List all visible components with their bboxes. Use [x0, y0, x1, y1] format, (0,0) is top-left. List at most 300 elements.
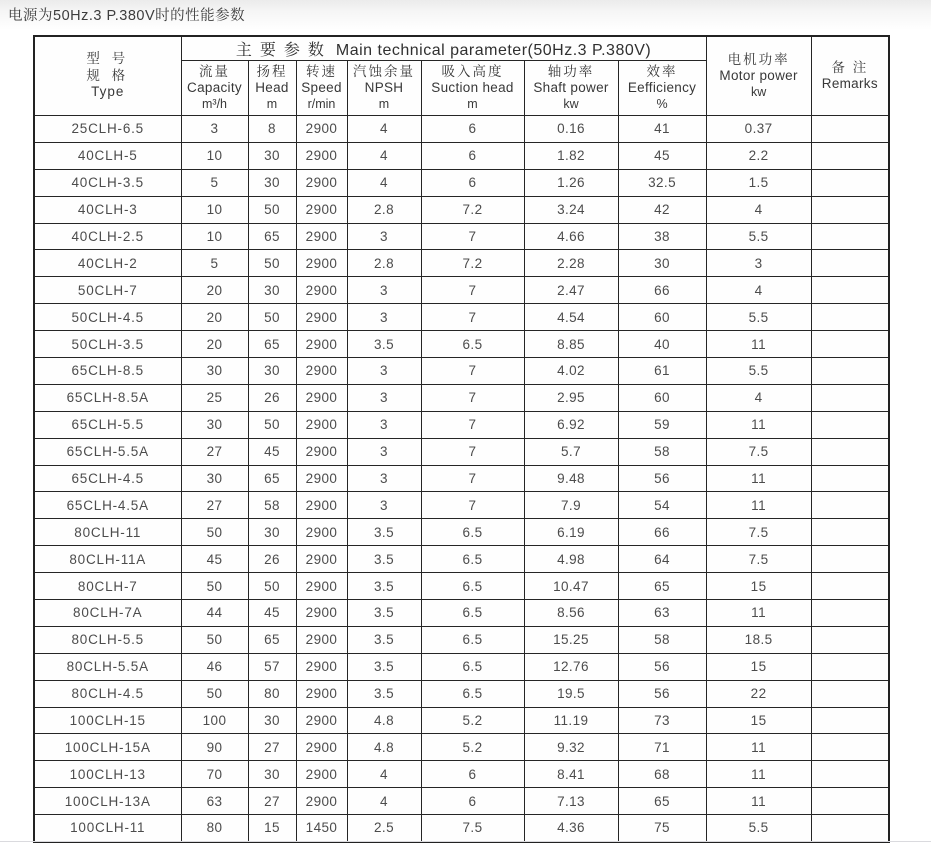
value-cell: 7 — [421, 384, 524, 411]
value-cell: 63 — [618, 600, 706, 627]
value-cell: 3 — [181, 116, 248, 143]
value-cell: 2900 — [296, 169, 347, 196]
type-column-header — [34, 36, 181, 116]
table-row — [34, 761, 889, 788]
shaft-header-en: Shaft power — [533, 80, 609, 96]
remarks-cell — [811, 277, 889, 304]
value-cell: 2.47 — [524, 277, 618, 304]
value-cell: 3 — [347, 358, 421, 385]
value-cell: 6.5 — [421, 680, 524, 707]
table-row — [34, 250, 889, 277]
table-row — [34, 600, 889, 627]
value-cell: 75 — [618, 815, 706, 842]
value-cell: 5.5 — [706, 223, 811, 250]
value-cell: 4.66 — [524, 223, 618, 250]
value-cell: 9.48 — [524, 465, 618, 492]
table-row — [34, 519, 889, 546]
value-cell: 30 — [248, 277, 296, 304]
value-cell: 1.82 — [524, 142, 618, 169]
value-cell: 7 — [421, 465, 524, 492]
table-row — [34, 680, 889, 707]
motor-header-unit: kw — [750, 84, 767, 99]
pump-parameters-table — [33, 35, 890, 843]
efficiency-header-unit: % — [656, 96, 668, 111]
value-cell: 19.5 — [524, 680, 618, 707]
head-header-en: Head — [255, 80, 289, 96]
value-cell: 11 — [706, 492, 811, 519]
value-cell: 2.8 — [347, 250, 421, 277]
value-cell: 60 — [618, 304, 706, 331]
value-cell: 10 — [181, 223, 248, 250]
model-cell: 65CLH-8.5A — [34, 384, 181, 411]
model-cell: 80CLH-4.5 — [34, 680, 181, 707]
value-cell: 1450 — [296, 815, 347, 842]
value-cell: 61 — [618, 358, 706, 385]
value-cell: 2900 — [296, 573, 347, 600]
value-cell: 56 — [618, 680, 706, 707]
table-body — [34, 116, 889, 842]
capacity-header-en: Capacity — [187, 80, 242, 96]
value-cell: 80 — [248, 680, 296, 707]
remarks-cell — [811, 815, 889, 842]
value-cell: 8.56 — [524, 600, 618, 627]
remarks-cell — [811, 384, 889, 411]
value-cell: 1.26 — [524, 169, 618, 196]
npsh-header-unit: m — [378, 96, 390, 111]
remarks-cell — [811, 600, 889, 627]
value-cell: 6.5 — [421, 519, 524, 546]
value-cell: 7.5 — [706, 519, 811, 546]
value-cell: 3.5 — [347, 331, 421, 358]
table-row — [34, 653, 889, 680]
value-cell: 65 — [248, 223, 296, 250]
model-cell: 100CLH-13 — [34, 761, 181, 788]
model-cell: 100CLH-13A — [34, 788, 181, 815]
value-cell: 30 — [248, 142, 296, 169]
value-cell: 7.2 — [421, 250, 524, 277]
value-cell: 2900 — [296, 653, 347, 680]
value-cell: 4.98 — [524, 546, 618, 573]
value-cell: 45 — [248, 600, 296, 627]
model-cell: 65CLH-4.5A — [34, 492, 181, 519]
efficiency-column-header — [618, 61, 706, 116]
model-cell: 80CLH-7A — [34, 600, 181, 627]
remarks-header-zh: 备 注 — [831, 59, 869, 75]
value-cell: 73 — [618, 707, 706, 734]
value-cell: 30 — [618, 250, 706, 277]
value-cell: 2900 — [296, 465, 347, 492]
remarks-cell — [811, 169, 889, 196]
value-cell: 2900 — [296, 438, 347, 465]
value-cell: 50 — [181, 626, 248, 653]
value-cell: 41 — [618, 116, 706, 143]
remarks-header-en: Remarks — [821, 76, 878, 91]
value-cell: 56 — [618, 465, 706, 492]
value-cell: 60 — [618, 384, 706, 411]
value-cell: 2900 — [296, 250, 347, 277]
value-cell: 3.5 — [347, 653, 421, 680]
value-cell: 30 — [248, 707, 296, 734]
value-cell: 71 — [618, 734, 706, 761]
value-cell: 65 — [618, 573, 706, 600]
value-cell: 27 — [181, 438, 248, 465]
type-header-zh-line2: 规 格 — [86, 67, 130, 83]
main-parameters-header — [181, 36, 706, 61]
suction-header-en: Suction head — [431, 80, 514, 96]
value-cell: 2900 — [296, 196, 347, 223]
table-row — [34, 626, 889, 653]
value-cell: 4 — [347, 169, 421, 196]
value-cell: 26 — [248, 546, 296, 573]
remarks-cell — [811, 707, 889, 734]
table-row — [34, 223, 889, 250]
model-cell: 40CLH-5 — [34, 142, 181, 169]
value-cell: 50 — [181, 519, 248, 546]
model-cell: 50CLH-4.5 — [34, 304, 181, 331]
remarks-cell — [811, 573, 889, 600]
remarks-cell — [811, 196, 889, 223]
model-cell: 100CLH-15A — [34, 734, 181, 761]
remarks-cell — [811, 142, 889, 169]
value-cell: 5 — [181, 169, 248, 196]
model-cell: 65CLH-5.5A — [34, 438, 181, 465]
value-cell: 15 — [248, 815, 296, 842]
value-cell: 25 — [181, 384, 248, 411]
value-cell: 50 — [248, 196, 296, 223]
speed-header-unit: r/min — [307, 96, 336, 111]
value-cell: 27 — [248, 788, 296, 815]
value-cell: 50 — [248, 573, 296, 600]
main-header-en: Main technical parameter(50Hz.3 P.380V) — [335, 42, 652, 59]
model-cell: 40CLH-2 — [34, 250, 181, 277]
value-cell: 70 — [181, 761, 248, 788]
speed-header-en: Speed — [301, 80, 342, 96]
value-cell: 11 — [706, 465, 811, 492]
value-cell: 2900 — [296, 411, 347, 438]
value-cell: 15 — [706, 707, 811, 734]
table-row — [34, 465, 889, 492]
value-cell: 8.41 — [524, 761, 618, 788]
speed-header-zh: 转速 — [306, 63, 337, 79]
value-cell: 57 — [248, 653, 296, 680]
value-cell: 32.5 — [618, 169, 706, 196]
value-cell: 12.76 — [524, 653, 618, 680]
value-cell: 5.5 — [706, 358, 811, 385]
value-cell: 26 — [248, 384, 296, 411]
value-cell: 65 — [248, 331, 296, 358]
remarks-cell — [811, 116, 889, 143]
value-cell: 2900 — [296, 707, 347, 734]
value-cell: 27 — [248, 734, 296, 761]
table-row — [34, 304, 889, 331]
value-cell: 46 — [181, 653, 248, 680]
value-cell: 5.2 — [421, 734, 524, 761]
value-cell: 11 — [706, 788, 811, 815]
value-cell: 3.5 — [347, 600, 421, 627]
value-cell: 7.9 — [524, 492, 618, 519]
remarks-cell — [811, 331, 889, 358]
head-header-zh: 扬程 — [256, 63, 288, 79]
value-cell: 3 — [347, 223, 421, 250]
value-cell: 11.19 — [524, 707, 618, 734]
value-cell: 11 — [706, 600, 811, 627]
remarks-cell — [811, 358, 889, 385]
value-cell: 2900 — [296, 788, 347, 815]
remarks-cell — [811, 680, 889, 707]
value-cell: 30 — [248, 169, 296, 196]
value-cell: 7 — [421, 223, 524, 250]
value-cell: 3 — [347, 492, 421, 519]
value-cell: 90 — [181, 734, 248, 761]
type-header-zh-line1: 型 号 — [86, 51, 130, 67]
model-cell: 80CLH-5.5A — [34, 653, 181, 680]
model-cell: 65CLH-5.5 — [34, 411, 181, 438]
value-cell: 7.5 — [421, 815, 524, 842]
value-cell: 7.2 — [421, 196, 524, 223]
table-row — [34, 573, 889, 600]
value-cell: 20 — [181, 331, 248, 358]
remarks-cell — [811, 653, 889, 680]
remarks-cell — [811, 626, 889, 653]
value-cell: 6.92 — [524, 411, 618, 438]
value-cell: 50 — [248, 411, 296, 438]
value-cell: 9.32 — [524, 734, 618, 761]
value-cell: 0.16 — [524, 116, 618, 143]
value-cell: 6 — [421, 761, 524, 788]
value-cell: 4 — [706, 196, 811, 223]
value-cell: 20 — [181, 277, 248, 304]
model-cell: 65CLH-8.5 — [34, 358, 181, 385]
model-cell: 100CLH-15 — [34, 707, 181, 734]
value-cell: 2900 — [296, 331, 347, 358]
value-cell: 10 — [181, 142, 248, 169]
value-cell: 45 — [248, 438, 296, 465]
value-cell: 2.28 — [524, 250, 618, 277]
value-cell: 2900 — [296, 519, 347, 546]
model-cell: 50CLH-3.5 — [34, 331, 181, 358]
value-cell: 4.8 — [347, 707, 421, 734]
value-cell: 11 — [706, 331, 811, 358]
value-cell: 58 — [618, 438, 706, 465]
value-cell: 20 — [181, 304, 248, 331]
value-cell: 7 — [421, 411, 524, 438]
table-row — [34, 411, 889, 438]
value-cell: 10.47 — [524, 573, 618, 600]
value-cell: 3.24 — [524, 196, 618, 223]
table-row — [34, 142, 889, 169]
value-cell: 3 — [347, 384, 421, 411]
table-row — [34, 169, 889, 196]
value-cell: 42 — [618, 196, 706, 223]
value-cell: 66 — [618, 519, 706, 546]
motor-header-en: Motor power — [719, 68, 798, 84]
table-row — [34, 196, 889, 223]
value-cell: 5.5 — [706, 304, 811, 331]
value-cell: 11 — [706, 734, 811, 761]
value-cell: 2900 — [296, 277, 347, 304]
value-cell: 3.5 — [347, 519, 421, 546]
value-cell: 15 — [706, 573, 811, 600]
table-row — [34, 277, 889, 304]
value-cell: 50 — [248, 304, 296, 331]
remarks-cell — [811, 734, 889, 761]
value-cell: 54 — [618, 492, 706, 519]
value-cell: 3 — [706, 250, 811, 277]
value-cell: 0.37 — [706, 116, 811, 143]
value-cell: 65 — [248, 626, 296, 653]
value-cell: 65 — [248, 465, 296, 492]
value-cell: 50 — [181, 680, 248, 707]
value-cell: 4 — [347, 142, 421, 169]
value-cell: 2900 — [296, 761, 347, 788]
value-cell: 8.85 — [524, 331, 618, 358]
shaft-header-unit: kw — [563, 96, 579, 111]
value-cell: 27 — [181, 492, 248, 519]
model-cell: 40CLH-3 — [34, 196, 181, 223]
value-cell: 30 — [181, 465, 248, 492]
motor-power-column-header — [706, 36, 811, 116]
table-row — [34, 358, 889, 385]
speed-column-header — [296, 61, 347, 116]
value-cell: 5.5 — [706, 815, 811, 842]
bottom-divider — [0, 841, 931, 842]
value-cell: 5.2 — [421, 707, 524, 734]
value-cell: 40 — [618, 331, 706, 358]
value-cell: 30 — [248, 358, 296, 385]
remarks-cell — [811, 788, 889, 815]
remarks-cell — [811, 465, 889, 492]
value-cell: 10 — [181, 196, 248, 223]
value-cell: 7.5 — [706, 438, 811, 465]
value-cell: 58 — [618, 626, 706, 653]
value-cell: 2900 — [296, 304, 347, 331]
value-cell: 4 — [347, 788, 421, 815]
value-cell: 2900 — [296, 142, 347, 169]
value-cell: 7 — [421, 492, 524, 519]
value-cell: 64 — [618, 546, 706, 573]
remarks-cell — [811, 438, 889, 465]
table-row — [34, 546, 889, 573]
value-cell: 6.5 — [421, 600, 524, 627]
value-cell: 5 — [181, 250, 248, 277]
value-cell: 6 — [421, 169, 524, 196]
value-cell: 3.5 — [347, 573, 421, 600]
value-cell: 45 — [618, 142, 706, 169]
suction-head-column-header — [421, 61, 524, 116]
value-cell: 3 — [347, 438, 421, 465]
remarks-cell — [811, 250, 889, 277]
head-column-header — [248, 61, 296, 116]
capacity-header-zh: 流量 — [199, 63, 230, 79]
value-cell: 3 — [347, 304, 421, 331]
shaft-power-column-header — [524, 61, 618, 116]
remarks-cell — [811, 411, 889, 438]
npsh-header-en: NPSH — [364, 80, 404, 96]
value-cell: 7 — [421, 358, 524, 385]
value-cell: 4 — [347, 116, 421, 143]
value-cell: 2900 — [296, 492, 347, 519]
value-cell: 2900 — [296, 680, 347, 707]
value-cell: 4.02 — [524, 358, 618, 385]
value-cell: 7.5 — [706, 546, 811, 573]
value-cell: 100 — [181, 707, 248, 734]
value-cell: 50 — [248, 250, 296, 277]
model-cell: 50CLH-7 — [34, 277, 181, 304]
value-cell: 68 — [618, 761, 706, 788]
value-cell: 3.5 — [347, 546, 421, 573]
model-cell: 80CLH-5.5 — [34, 626, 181, 653]
value-cell: 2900 — [296, 223, 347, 250]
value-cell: 11 — [706, 411, 811, 438]
value-cell: 15.25 — [524, 626, 618, 653]
model-cell: 80CLH-11 — [34, 519, 181, 546]
table-row — [34, 438, 889, 465]
remarks-cell — [811, 223, 889, 250]
value-cell: 2900 — [296, 358, 347, 385]
value-cell: 3.5 — [347, 680, 421, 707]
value-cell: 59 — [618, 411, 706, 438]
value-cell: 4.54 — [524, 304, 618, 331]
value-cell: 3 — [347, 465, 421, 492]
value-cell: 50 — [181, 573, 248, 600]
table-header — [34, 36, 889, 116]
model-cell: 65CLH-4.5 — [34, 465, 181, 492]
value-cell: 3 — [347, 411, 421, 438]
value-cell: 5.7 — [524, 438, 618, 465]
type-header-en: Type — [91, 84, 125, 100]
value-cell: 2900 — [296, 600, 347, 627]
value-cell: 56 — [618, 653, 706, 680]
value-cell: 44 — [181, 600, 248, 627]
model-cell: 100CLH-11 — [34, 815, 181, 842]
value-cell: 6.5 — [421, 546, 524, 573]
value-cell: 30 — [248, 761, 296, 788]
table-row — [34, 815, 889, 842]
remarks-column-header — [811, 36, 889, 116]
value-cell: 4 — [347, 761, 421, 788]
capacity-column-header — [181, 61, 248, 116]
remarks-cell — [811, 492, 889, 519]
value-cell: 7 — [421, 438, 524, 465]
table-row — [34, 788, 889, 815]
table-row — [34, 384, 889, 411]
value-cell: 2.2 — [706, 142, 811, 169]
value-cell: 6 — [421, 116, 524, 143]
model-cell: 25CLH-6.5 — [34, 116, 181, 143]
table-row — [34, 116, 889, 143]
table-row — [34, 331, 889, 358]
value-cell: 8 — [248, 116, 296, 143]
npsh-header-zh: 汽蚀余量 — [353, 63, 415, 79]
value-cell: 6 — [421, 788, 524, 815]
value-cell: 7 — [421, 277, 524, 304]
value-cell: 6.19 — [524, 519, 618, 546]
value-cell: 58 — [248, 492, 296, 519]
efficiency-header-zh: 效率 — [646, 63, 678, 79]
value-cell: 66 — [618, 277, 706, 304]
page-title: 电源为50Hz.3 P.380V时的性能参数 — [8, 8, 246, 24]
motor-header-zh: 电机功率 — [727, 51, 790, 67]
value-cell: 6.5 — [421, 653, 524, 680]
value-cell: 2.5 — [347, 815, 421, 842]
value-cell: 45 — [181, 546, 248, 573]
value-cell: 2900 — [296, 546, 347, 573]
value-cell: 3 — [347, 277, 421, 304]
remarks-cell — [811, 761, 889, 788]
value-cell: 30 — [181, 411, 248, 438]
remarks-cell — [811, 546, 889, 573]
table-row — [34, 707, 889, 734]
